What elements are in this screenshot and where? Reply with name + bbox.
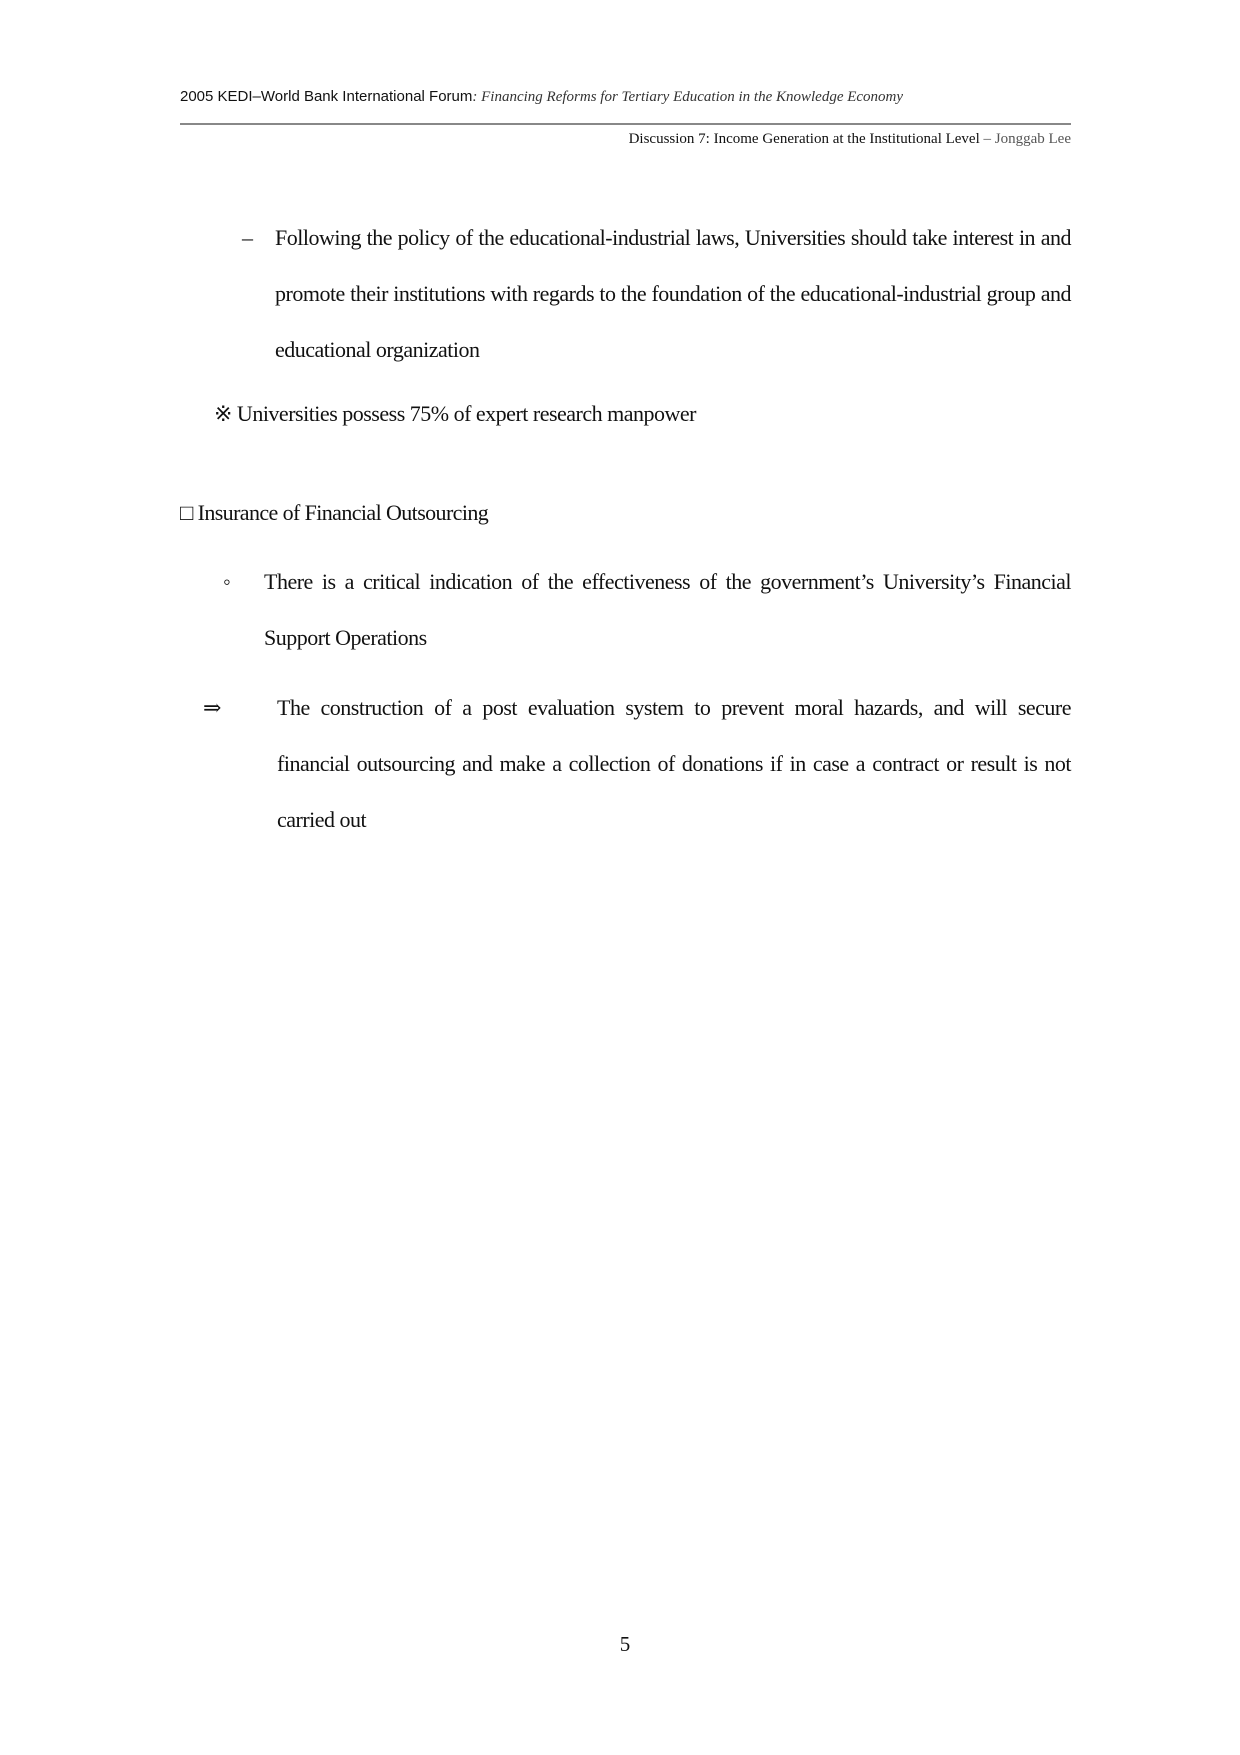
bullet-paragraph (223, 554, 1071, 666)
author: – Jonggab Lee (979, 131, 1071, 147)
forum-title: : Financing Reforms for Tertiary Education in the Knowledge Economy (472, 89, 904, 105)
arrow-paragraph (203, 680, 1071, 848)
bullet-paragraph (242, 210, 1071, 378)
paragraph-text: There is a critical indication of the effectiveness of the government’s University’s Financial Support Operations (264, 569, 1071, 650)
section-heading: □ Insurance of Financial Outsourcing (180, 500, 489, 525)
forum-name: 2005 KEDI–World Bank International Forum (180, 88, 473, 105)
running-header (180, 88, 903, 106)
page-number: 5 (619, 1632, 631, 1656)
paragraph-text: Following the policy of the educational-industrial laws, Universities should take interest in and promote their institutions with regards to the foundation of the educational-industrial group and educational organization (275, 225, 1071, 362)
paragraph-text: The construction of a post evaluation system to prevent moral hazards, and will secure financial outsourcing and make a collection of donations if in case a contract or result is not carried out (277, 695, 1071, 832)
sub-header (629, 131, 1071, 148)
discussion-title: Discussion 7: Income Generation at the Institutional Level (628, 131, 980, 147)
arrow-bullet: ⇒ (203, 695, 221, 720)
circle-bullet: ◦ (223, 569, 231, 594)
dash-bullet: – (242, 225, 253, 250)
note-paragraph: ※ Universities possess 75% of expert research manpower (214, 401, 697, 426)
header-rule (180, 123, 1071, 125)
